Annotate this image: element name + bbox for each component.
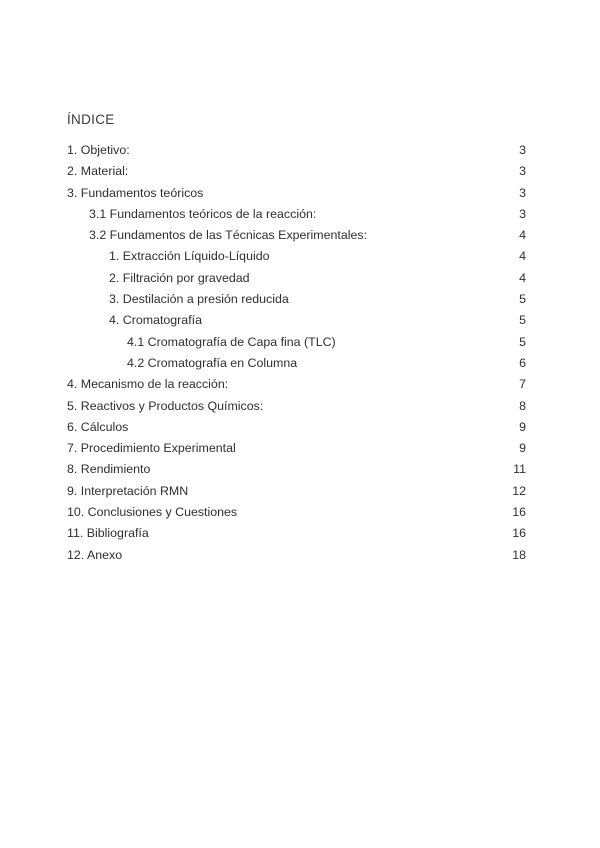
toc-entry-page-number: 7	[519, 377, 526, 392]
toc-entry-page-number: 16	[512, 505, 526, 520]
toc-entry-page-number: 5	[519, 292, 526, 307]
toc-entry[interactable]	[67, 161, 526, 182]
toc-entry[interactable]	[67, 204, 526, 225]
toc-entry[interactable]	[67, 396, 526, 417]
toc-entry[interactable]	[67, 246, 526, 267]
table-of-contents	[67, 140, 526, 566]
page-title: ÍNDICE	[67, 112, 115, 127]
toc-entry[interactable]	[67, 438, 526, 459]
toc-entry-label: 8. Rendimiento	[67, 462, 151, 477]
toc-entry-page-number: 4	[519, 249, 526, 264]
toc-entry-label: 3.1 Fundamentos teóricos de la reacción:	[89, 206, 317, 221]
toc-entry-page-number: 3	[519, 185, 526, 200]
toc-entry[interactable]	[67, 481, 526, 502]
toc-entry[interactable]	[67, 183, 526, 204]
toc-entry-page-number: 16	[512, 526, 526, 541]
toc-entry-page-number: 3	[519, 143, 526, 157]
toc-entry-label: 9. Interpretación RMN	[67, 483, 189, 498]
toc-entry-page-number: 3	[519, 206, 526, 221]
toc-entry[interactable]	[67, 268, 526, 289]
toc-entry-label: 4. Mecanismo de la reacción:	[67, 377, 229, 392]
toc-entry-page-number: 9	[519, 419, 526, 434]
toc-entry[interactable]	[67, 140, 526, 161]
toc-entry-page-number: 4	[519, 228, 526, 243]
toc-entry-label: 10. Conclusiones y Cuestiones	[67, 505, 238, 520]
toc-entry[interactable]	[67, 417, 526, 438]
toc-entry[interactable]	[67, 374, 526, 395]
toc-entry-page-number: 5	[519, 334, 526, 349]
toc-entry-label: 4.1 Cromatografía de Capa fina (TLC)	[127, 334, 336, 349]
toc-entry-label: 3. Fundamentos teóricos	[67, 185, 204, 200]
toc-entry-label: 7. Procedimiento Experimental	[67, 441, 236, 456]
toc-entry[interactable]	[67, 502, 526, 523]
toc-entry[interactable]	[67, 310, 526, 331]
toc-entry-page-number: 4	[519, 270, 526, 285]
toc-entry-label: 1. Extracción Líquido-Líquido	[109, 249, 270, 264]
toc-entry-label: 5. Reactivos y Productos Químicos:	[67, 398, 264, 413]
toc-entry-label: 4. Cromatografía	[109, 313, 202, 328]
toc-entry-label: 6. Cálculos	[67, 419, 129, 434]
toc-entry-label: 12. Anexo	[67, 547, 123, 562]
toc-entry[interactable]	[67, 545, 526, 566]
toc-entry[interactable]	[67, 353, 526, 374]
toc-entry-label: 4.2 Cromatografía en Columna	[127, 355, 298, 370]
toc-entry-page-number: 5	[519, 313, 526, 328]
toc-entry[interactable]	[67, 459, 526, 480]
toc-entry-label: 11. Bibliografía	[67, 526, 149, 541]
toc-entry-page-number: 18	[512, 547, 526, 562]
toc-entry-page-number: 12	[512, 483, 526, 498]
toc-entry[interactable]	[67, 332, 526, 353]
toc-entry-page-number: 6	[519, 355, 526, 370]
toc-entry[interactable]	[67, 523, 526, 544]
toc-entry-page-number: 9	[519, 441, 526, 456]
toc-entry-page-number: 11	[513, 462, 526, 477]
toc-entry-label: 2. Filtración por gravedad	[109, 270, 250, 285]
toc-entry-page-number: 8	[519, 398, 526, 413]
toc-entry-label: 3.2 Fundamentos de las Técnicas Experimentales:	[89, 228, 368, 243]
toc-entry-label: 2. Material:	[67, 164, 129, 179]
toc-entry[interactable]	[67, 225, 526, 246]
toc-entry-page-number: 3	[519, 164, 526, 179]
toc-entry-label: 3. Destilación a presión reducida	[109, 292, 289, 307]
toc-entry[interactable]	[67, 289, 526, 310]
toc-entry-label: 1. Objetivo:	[67, 143, 130, 157]
